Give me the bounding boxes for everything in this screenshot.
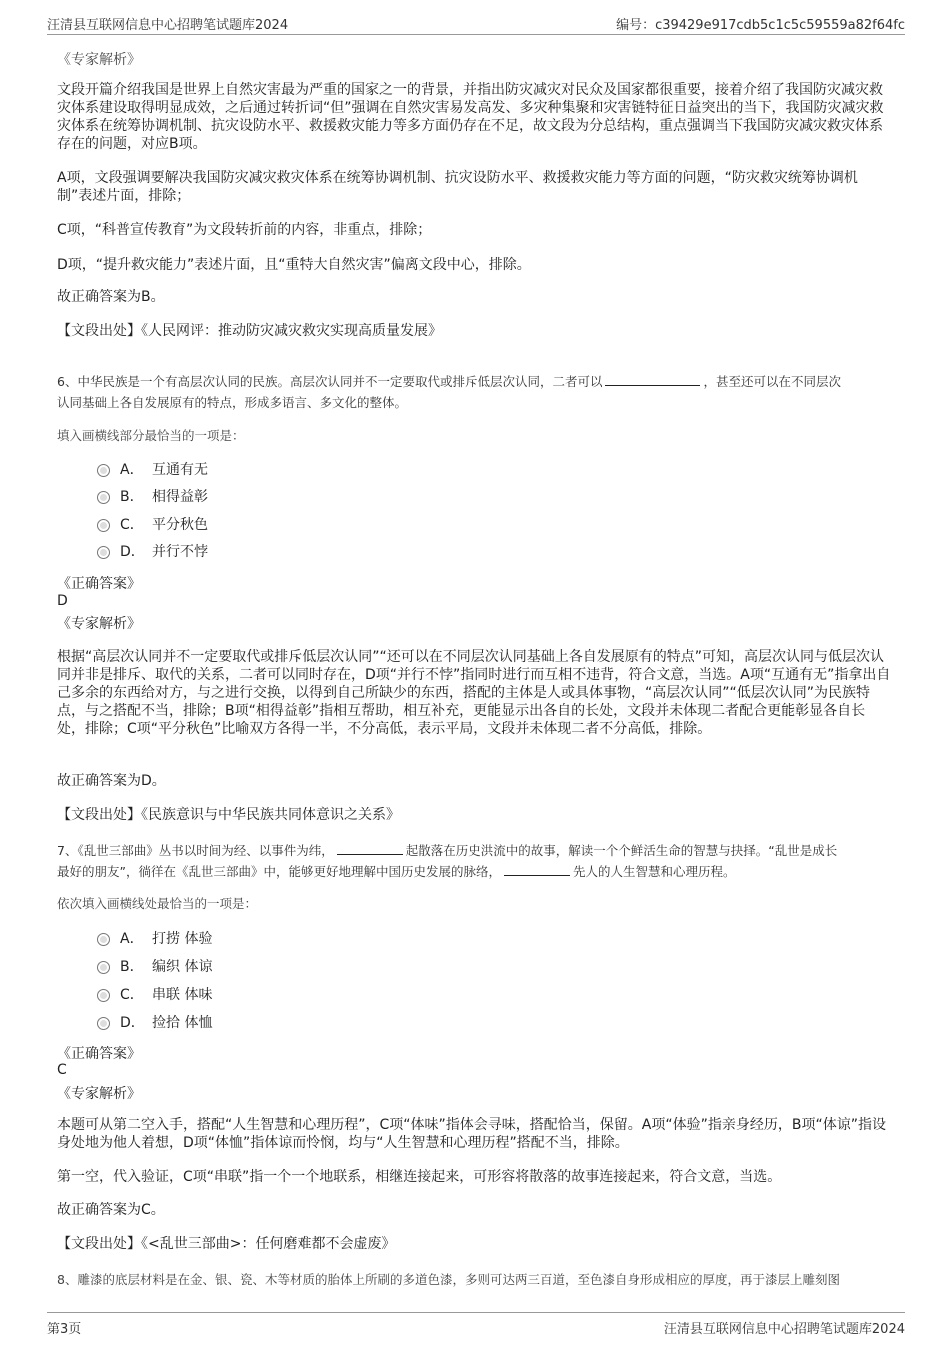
q7-stem-part4: 先人的人生智慧和心理历程。 bbox=[572, 864, 736, 879]
q7-blank-1 bbox=[337, 842, 403, 855]
q6-option-d[interactable]: D． 并行不悖 bbox=[97, 542, 208, 562]
q6-stem bbox=[57, 371, 892, 413]
q6-stem-part3: 认同基础上各自发展原有的特点，形成多语言、多文化的整体。 bbox=[57, 395, 408, 410]
q6-answer: D bbox=[57, 593, 68, 609]
footer-title: 汪清县互联网信息中心招聘笔试题库2024 bbox=[663, 1322, 905, 1337]
q6-stem-part2: ，甚至还可以在不同层次 bbox=[703, 374, 841, 389]
q7-stem-part2: 起散落在历史洪流中的故事，解读一个个鲜活生命的智慧与抉择。“乱世是成长 bbox=[405, 843, 838, 858]
q5-analysis-label: 《专家解析》 bbox=[57, 52, 141, 68]
q7-option-a[interactable]: A． 打捞 体验 bbox=[97, 929, 212, 949]
q6-prompt: 填入画横线部分最恰当的一项是： bbox=[57, 428, 245, 443]
header-doc-id: 编号：c39429e917cdb5c1c5c59559a82f64fc bbox=[616, 18, 905, 33]
q7-blank-2 bbox=[504, 863, 570, 876]
page-number: 第3页 bbox=[47, 1322, 82, 1337]
q6-answer-label: 《正确答案》 bbox=[57, 576, 141, 592]
q7-source: 【文段出处】《<乱世三部曲>：任何磨难都不会虚废》 bbox=[57, 1236, 396, 1252]
q6-option-a[interactable]: A． 互通有无 bbox=[97, 460, 208, 480]
q6-stem-part1: 6、中华民族是一个有高层次认同的民族。高层次认同并不一定要取代或排斥低层次认同，二者可以 bbox=[57, 374, 603, 389]
q7-stem-part3: 最好的朋友”，徜徉在《乱世三部曲》中，能够更好地理解中国历史发展的脉络， bbox=[57, 864, 501, 879]
header-title: 汪清县互联网信息中心招聘笔试题库2024 bbox=[47, 18, 289, 33]
q5-conclusion: 故正确答案为B。 bbox=[57, 289, 165, 305]
q6-source: 【文段出处】《民族意识与中华民族共同体意识之关系》 bbox=[57, 807, 400, 823]
radio-icon[interactable] bbox=[97, 546, 110, 559]
radio-icon[interactable] bbox=[97, 519, 110, 532]
radio-icon[interactable] bbox=[97, 464, 110, 477]
radio-icon[interactable] bbox=[97, 491, 110, 504]
q5-analysis-para1: 文段开篇介绍我国是世界上自然灾害最为严重的国家之一的背景，并指出防灾减灾对民众及国家都很重要，接着介绍了我国防灾减灾救灾体系建设取得明显成效，之后通过转折词“但”强调在自然灾害易发高发、多灾种集聚和灾害链特征日益突出的当下，我国防灾减灾救灾体系在统筹协调机制、抗灾设防水平、救援救灾能力等多方面仍存在不足，故文段为分总结构，重点强调当下我国防灾减灾救灾体系存在的问题，对应B项。 bbox=[57, 82, 884, 152]
q7-stem-part1: 7、《乱世三部曲》丛书以时间为经、以事件为纬， bbox=[57, 843, 334, 858]
page-footer bbox=[47, 1312, 905, 1339]
page-header bbox=[47, 14, 905, 35]
q7-prompt: 依次填入画横线处最恰当的一项是： bbox=[57, 896, 258, 911]
q7-answer: C bbox=[57, 1062, 67, 1078]
q7-conclusion: 故正确答案为C。 bbox=[57, 1202, 165, 1218]
radio-icon[interactable] bbox=[97, 933, 110, 946]
radio-icon[interactable] bbox=[97, 961, 110, 974]
q7-option-c[interactable]: C． 串联 体味 bbox=[97, 985, 212, 1005]
q7-option-b[interactable]: B． 编织 体谅 bbox=[97, 957, 212, 977]
q6-blank bbox=[605, 373, 700, 386]
q6-option-b[interactable]: B． 相得益彰 bbox=[97, 487, 208, 507]
q5-analysis-para3: C项，“科普宣传教育”为文段转折前的内容，非重点，排除； bbox=[57, 222, 432, 238]
q7-option-d[interactable]: D． 捡拾 体恤 bbox=[97, 1013, 212, 1033]
q6-analysis-para1: 根据“高层次认同并不一定要取代或排斥低层次认同”“还可以在不同层次认同基础上各自发展原有的特点”可知，高层次认同与低层次认同并非是排斥、取代的关系，二者可以同时存在，D项“并行不悖”指同时进行而互相不违背，符合文意，当选。A项“互通有无”指拿出自己多余的东西给对方，与之进行交换，以得到自己所缺少的东西，搭配的主体是人或具体事物，“高层次认同”“低层次认同”为民族特点，与之搭配不当，排除；B项“相得益彰”指相互帮助，相互补充，更能显示出各自的长处，文段并未体现二者配合更能彰显各自长处，排除；C项“平分秋色”比喻双方各得一半，不分高低，表示平局，文段并未体现二者不分高低，排除。 bbox=[57, 649, 891, 737]
q5-analysis-para2: A项，文段强调要解决我国防灾减灾救灾体系在统筹协调机制、抗灾设防水平、救援救灾能力等方面的问题，“防灾救灾统筹协调机制”表述片面，排除； bbox=[57, 170, 858, 204]
q7-answer-label: 《正确答案》 bbox=[57, 1046, 141, 1062]
radio-icon[interactable] bbox=[97, 989, 110, 1002]
q7-analysis-para1: 本题可从第二空入手，搭配“人生智慧和心理历程”，C项“体味”指体会寻味，搭配恰当，保留。A项“体验”指亲身经历，B项“体谅”指设身处地为他人着想，D项“体恤”指体谅而怜悯，均与“人生智慧和心理历程”搭配不当，排除。 bbox=[57, 1117, 886, 1151]
q7-analysis-label: 《专家解析》 bbox=[57, 1086, 141, 1102]
q5-analysis-para4: D项，“提升救灾能力”表述片面，且“重特大自然灾害”偏离文段中心，排除。 bbox=[57, 257, 531, 273]
q5-source: 【文段出处】《人民网评：推动防灾减灾救灾实现高质量发展》 bbox=[57, 323, 442, 339]
q6-analysis-label: 《专家解析》 bbox=[57, 616, 141, 632]
q7-stem bbox=[57, 840, 892, 882]
q6-conclusion: 故正确答案为D。 bbox=[57, 773, 166, 789]
radio-icon[interactable] bbox=[97, 1017, 110, 1030]
q7-analysis-para2: 第一空，代入验证，C项“串联”指一个一个地联系，相继连接起来，可形容将散落的故事连接起来，符合文意，当选。 bbox=[57, 1169, 782, 1185]
q6-option-c[interactable]: C． 平分秋色 bbox=[97, 515, 208, 535]
q8-stem: 8、雕漆的底层材料是在金、银、瓷、木等材质的胎体上所刷的多道色漆，多则可达两三百道，至色漆自身形成相应的厚度，再于漆层上雕刻图 bbox=[57, 1272, 840, 1287]
